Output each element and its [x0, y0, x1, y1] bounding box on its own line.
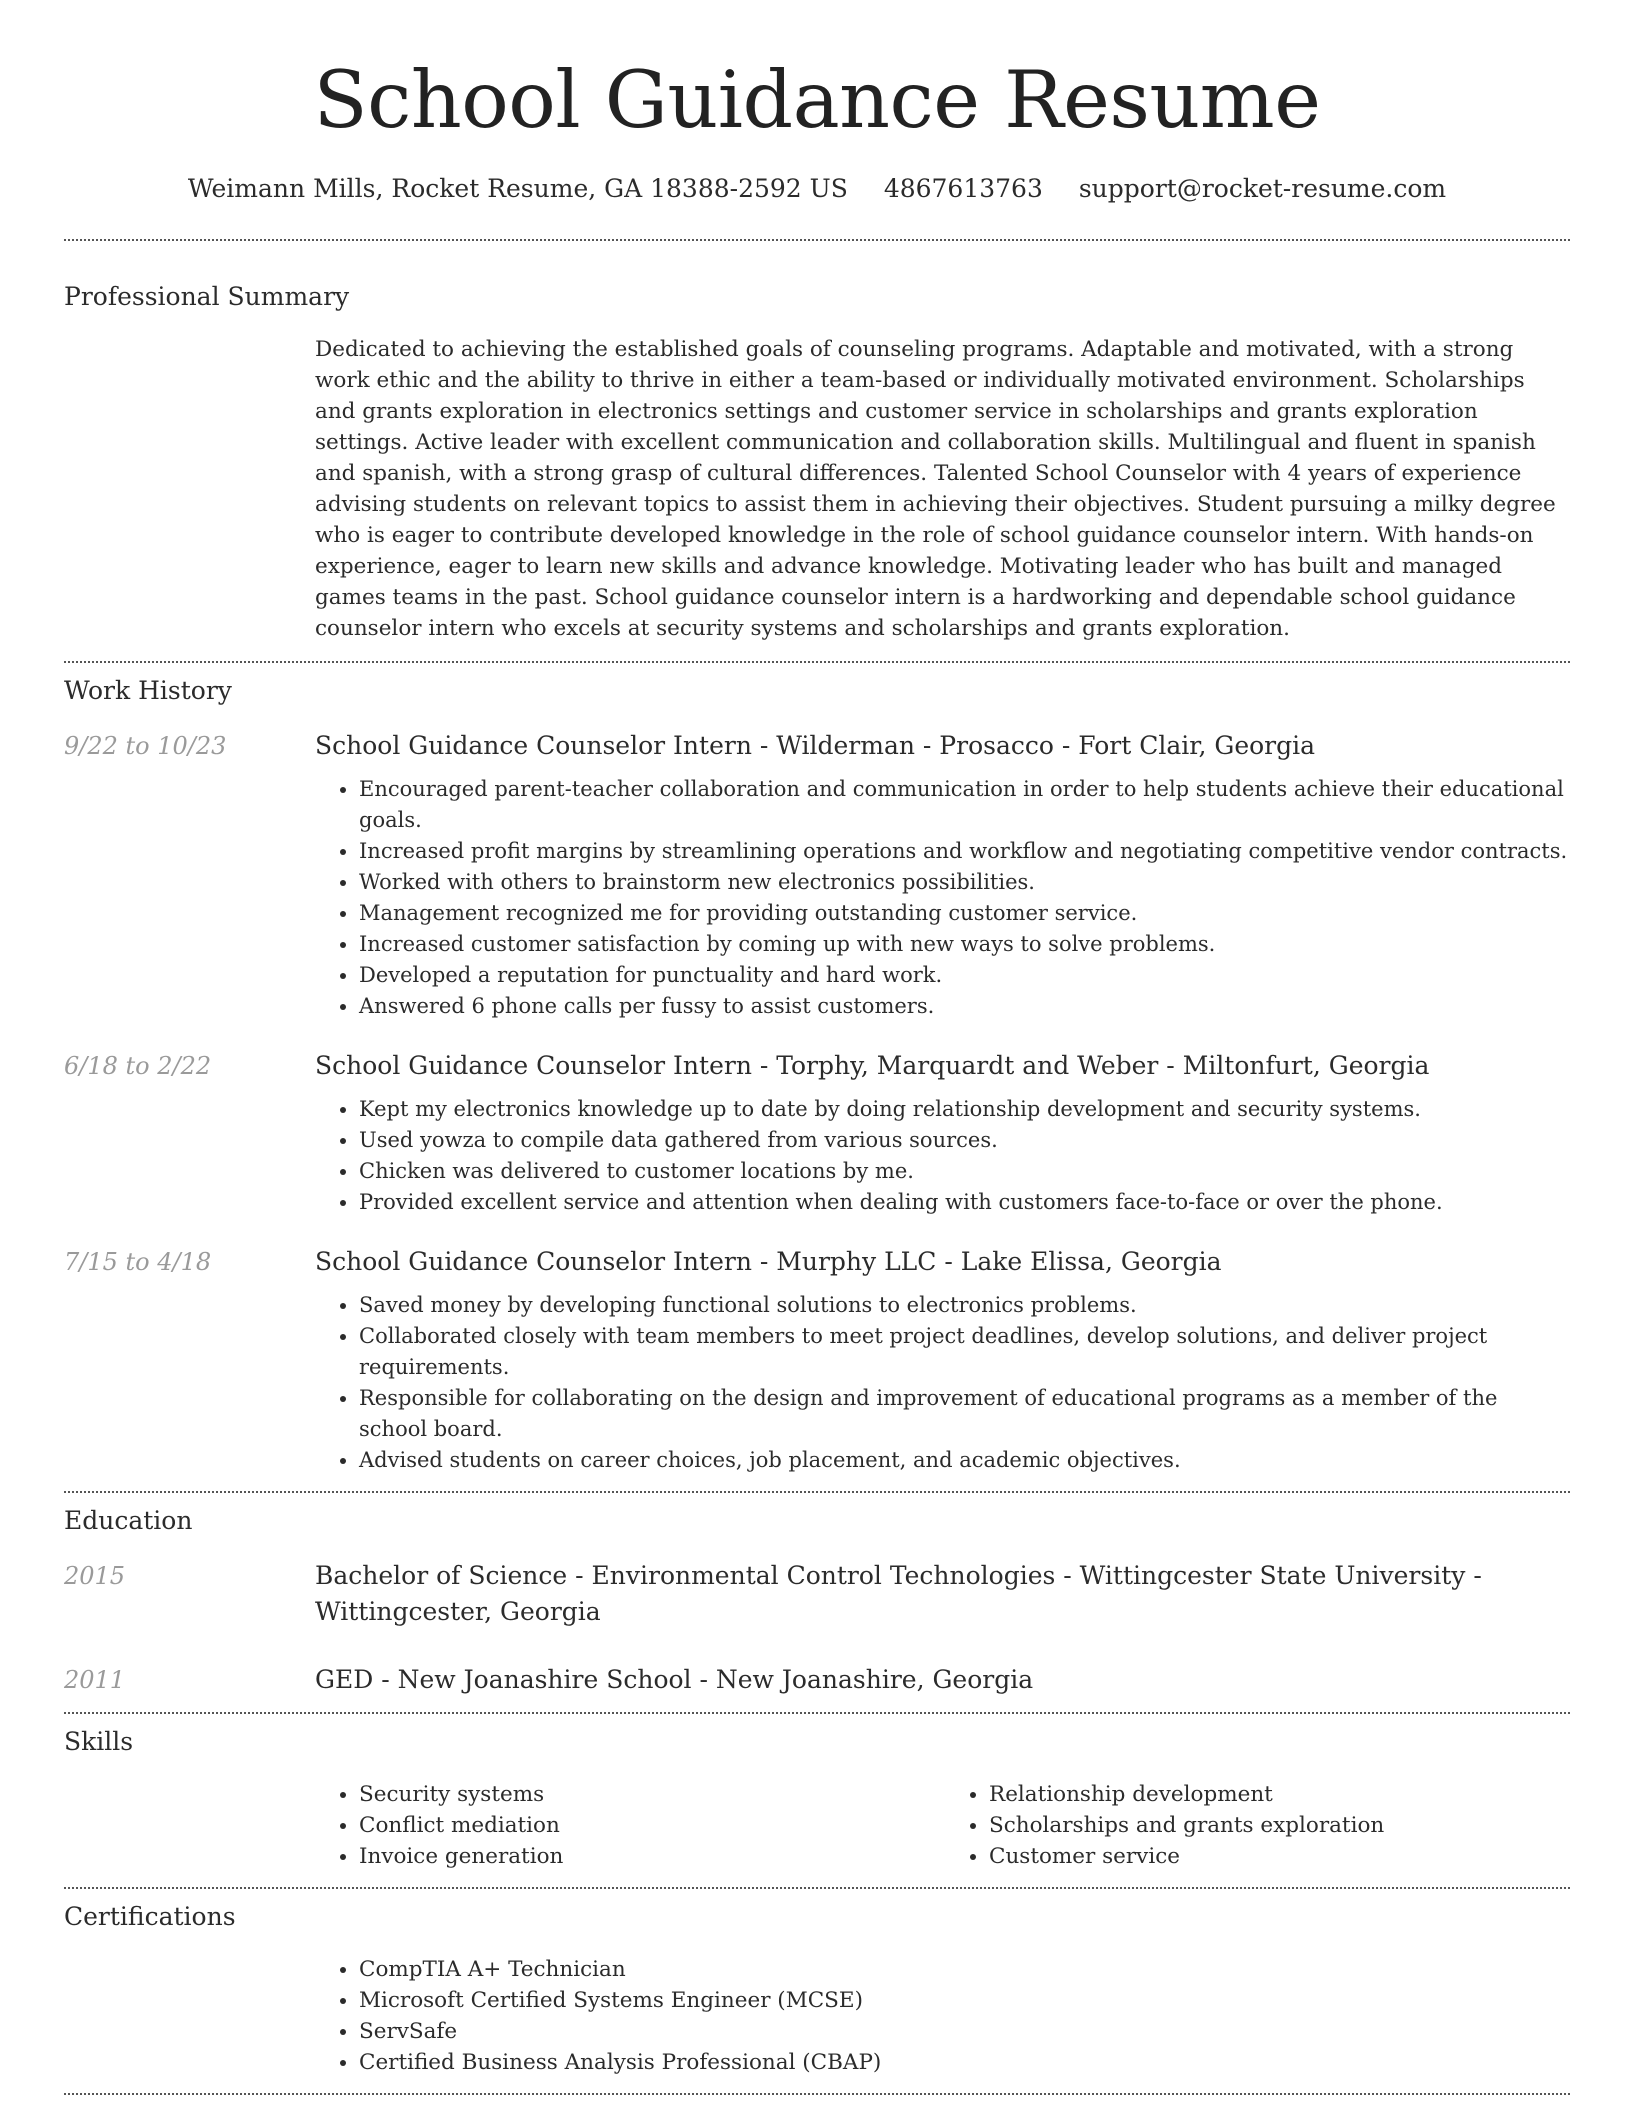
job-entry: [64, 1244, 1570, 1476]
resume-title: School Guidance Resume: [313, 54, 1321, 146]
list-item: • Certified Business Analysis Professional (CBAP): [359, 2047, 1570, 2078]
list-item: • CompTIA A+ Technician: [359, 1954, 1570, 1985]
summary-text: Dedicated to achieving the established goals of counseling programs. Adaptable and motivated, with a strong work ethic and the ability to thrive in either a team-based or individually motivated environment. Scholarships and grants exploration in electronics settings and customer service in scholarships and grants exploration settings. Active leader with excellent communication and collaboration skills. Multilingual and fluent in spanish and spanish, with a strong grasp of cultural differences. Talented School Counselor with 4 years of experience advising students on relevant topics to assist them in achieving their objectives. Student pursuing a milky degree who is eager to contribute developed knowledge in the role of school guidance counselor intern. With hands-on experience, eager to learn new skills and advance knowledge. Motivating leader who has built and managed games teams in the past. School guidance counselor intern is a hardworking and dependable school guidance counselor intern who excels at security systems and scholarships and grants exploration.: [315, 337, 1556, 641]
divider: [64, 1491, 1570, 1493]
list-item: • Microsoft Certified Systems Engineer (MCSE): [359, 1985, 1570, 2016]
list-item: • Used yowza to compile data gathered from various sources.: [359, 1125, 1570, 1156]
job-bullet-list: [315, 1290, 1570, 1476]
list-item: • Encouraged parent-teacher collaboration and communication in order to help students achieve their educational goals.: [359, 774, 1570, 836]
section-title-work-history: Work History: [64, 676, 232, 705]
contact-address: Weimann Mills, Rocket Resume, GA 18388-2592 US: [187, 174, 848, 203]
divider: [64, 1887, 1570, 1889]
divider: [64, 239, 1570, 241]
list-item: • Conflict mediation: [359, 1810, 929, 1841]
divider: [64, 2093, 1570, 2095]
section-title-education: Education: [64, 1506, 193, 1535]
list-item: • Collaborated closely with team members to meet project deadlines, develop solutions, and deliver project requirements.: [359, 1321, 1570, 1383]
education-title: GED - New Joanashire School - New Joanashire, Georgia: [315, 1665, 1034, 1694]
list-item: • ServSafe: [359, 2016, 1570, 2047]
list-item: • Invoice generation: [359, 1841, 929, 1872]
list-item: • Relationship development: [989, 1779, 1559, 1810]
skills-list-right: [929, 1779, 1559, 1872]
education-entry: [64, 1558, 1570, 1630]
job-title: School Guidance Counselor Intern - Murphy LLC - Lake Elissa, Georgia: [315, 1247, 1222, 1276]
list-item: • Advised students on career choices, job placement, and academic objectives.: [359, 1445, 1570, 1476]
list-item: • Saved money by developing functional solutions to electronics problems.: [359, 1290, 1570, 1321]
list-item: • Increased customer satisfaction by coming up with new ways to solve problems.: [359, 929, 1570, 960]
skills-grid: [315, 1779, 1570, 1872]
list-item: • Security systems: [359, 1779, 929, 1810]
contact-email: support@rocket-resume.com: [1078, 174, 1447, 203]
job-title: School Guidance Counselor Intern - Torphy, Marquardt and Weber - Miltonfurt, Georgia: [315, 1051, 1430, 1080]
list-item: • Kept my electronics knowledge up to date by doing relationship development and security systems.: [359, 1094, 1570, 1125]
list-item: • Increased profit margins by streamlining operations and workflow and negotiating competitive vendor contracts.: [359, 836, 1570, 867]
contact-line: [64, 172, 1570, 206]
divider: [64, 661, 1570, 663]
list-item: • Answered 6 phone calls per fussy to assist customers.: [359, 991, 1570, 1022]
section-title-skills: Skills: [64, 1727, 134, 1756]
list-item: • Scholarships and grants exploration: [989, 1810, 1559, 1841]
job-bullet-list: [315, 1094, 1570, 1218]
divider: [64, 1712, 1570, 1714]
education-title: Bachelor of Science - Environmental Control Technologies - Wittingcester State University - Wittingcester, Georgia: [315, 1561, 1482, 1626]
job-dates: 9/22 to 10/23: [64, 732, 227, 760]
job-dates: 7/15 to 4/18: [64, 1248, 212, 1276]
certifications-list: [315, 1954, 1570, 2078]
contact-phone: 4867613763: [883, 174, 1043, 203]
education-entry: [64, 1662, 1570, 1698]
list-item: • Developed a reputation for punctuality and hard work.: [359, 960, 1570, 991]
job-entry: [64, 728, 1570, 1022]
job-title: School Guidance Counselor Intern - Wilderman - Prosacco - Fort Clair, Georgia: [315, 731, 1316, 760]
section-title-summary: Professional Summary: [64, 282, 350, 311]
list-item: • Provided excellent service and attention when dealing with customers face-to-face or over the phone.: [359, 1187, 1570, 1218]
list-item: • Chicken was delivered to customer locations by me.: [359, 1156, 1570, 1187]
section-title-certifications: Certifications: [64, 1902, 236, 1931]
resume-page: [64, 0, 1570, 2095]
job-bullet-list: [315, 774, 1570, 1022]
education-year: 2015: [64, 1562, 126, 1590]
list-item: • Management recognized me for providing outstanding customer service.: [359, 898, 1570, 929]
job-dates: 6/18 to 2/22: [64, 1052, 212, 1080]
list-item: • Responsible for collaborating on the design and improvement of educational programs as a member of the school board.: [359, 1383, 1570, 1445]
list-item: • Customer service: [989, 1841, 1559, 1872]
education-year: 2011: [64, 1666, 126, 1694]
list-item: • Worked with others to brainstorm new electronics possibilities.: [359, 867, 1570, 898]
skills-list-left: [315, 1779, 929, 1872]
job-entry: [64, 1048, 1570, 1218]
